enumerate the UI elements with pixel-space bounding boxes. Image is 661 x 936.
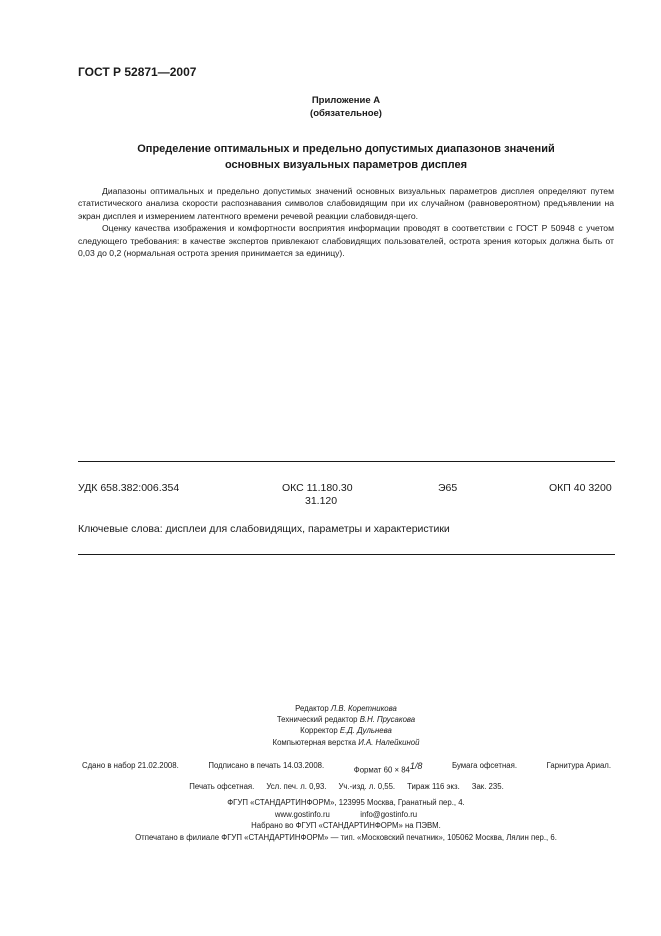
publishing-info	[82, 758, 611, 795]
printed-note: Отпечатано в филиале ФГУП «СТАНДАРТИНФОРМ» — тип. «Московский печатник», 105062 Москва, Лялин пер., 6.	[135, 832, 557, 842]
publisher-website: www.gostinfo.ru	[274, 809, 330, 819]
editor-name: Л.В. Коретникова	[330, 704, 397, 713]
section-title-line2: основных визуальных параметров дисплея	[224, 158, 468, 171]
document-number: ГОСТ Р 52871—2007	[78, 65, 197, 79]
publishing-row-2	[82, 779, 611, 795]
publisher-email: info@gostinfo.ru	[360, 809, 418, 819]
credit-editor	[0, 703, 661, 714]
keywords: Ключевые слова: дисплеи для слабовидящих, параметры и характеристики	[78, 523, 450, 535]
oks-code-1: ОКС 11.180.30	[282, 482, 353, 494]
divider-top	[78, 461, 615, 462]
publisher-sheets: Уч.-изд. л. 0,55.	[338, 781, 396, 791]
oks-code-2: 31.120	[305, 495, 338, 507]
corrector-name: Е.Д. Дульнева	[339, 726, 392, 736]
paragraph-2: Оценку качества изображения и комфортности восприятия информации проводят в соответствии с ГОСТ Р 50948 с учетом следующего требования: в качестве экспертов привлекают слабовидящих пользователей, острота зрения которых должна быть от 0,03 до 0,2 (нормальная острота зрения принимается за единицу).	[78, 223, 614, 259]
publisher-address: ФГУП «СТАНДАРТИНФОРМ», 123995 Москва, Гранатный пер., 4.	[227, 798, 465, 807]
credit-corrector	[0, 725, 661, 736]
tech-editor-label: Технический редактор	[276, 715, 358, 725]
okp-code: ОКП 40 3200	[549, 482, 612, 494]
submitted-date: Сдано в набор 21.02.2008.	[82, 761, 179, 770]
print-sheets: Усл. печ. л. 0,93.	[266, 781, 327, 791]
credit-layout	[0, 737, 661, 748]
order-number: Зак. 235.	[471, 781, 504, 791]
layout-name: И.А. Налейкиной	[358, 737, 420, 747]
body-text	[78, 185, 614, 259]
publisher-contacts	[0, 809, 661, 821]
credit-tech-editor	[0, 714, 661, 725]
credits	[0, 703, 661, 748]
udk-code: УДК 658.382:006.354	[78, 482, 180, 494]
section-title-line1: Определение оптимальных и предельно допустимых диапазонов значений	[137, 143, 555, 155]
font-type: Гарнитура Ариал.	[546, 761, 611, 770]
appendix-label: Приложение А	[311, 95, 381, 106]
layout-label: Компьютерная верстка	[272, 737, 357, 747]
publishing-row-1	[82, 758, 611, 779]
typeset-note: Набрано во ФГУП «СТАНДАРТИНФОРМ» на ПЭВМ.	[251, 821, 441, 830]
group-code: Э65	[438, 482, 458, 494]
format-fraction: 1/8	[409, 761, 423, 771]
print-type: Печать офсетная.	[189, 781, 255, 791]
editor-label: Редактор	[295, 704, 329, 713]
divider-bottom	[78, 554, 615, 555]
signed-date: Подписано в печать 14.03.2008.	[208, 761, 325, 770]
format	[354, 758, 423, 779]
section-title	[0, 142, 661, 173]
publisher-footer	[0, 797, 661, 843]
paragraph-1: Диапазоны оптимальных и предельно допустимых значений основных визуальных параметров дисплея определяют путем статистического анализа скорости распознавания символов слабовидящим при их случайном (равновероятном) предъявлении на экран дисплея и измерением латентного времени речевой реакции слабовидя-щего.	[78, 186, 614, 221]
tech-editor-name: В.Н. Прусакова	[359, 715, 416, 725]
print-run: Тираж 116 экз.	[407, 781, 460, 791]
format-label: Формат 60 × 84	[353, 765, 410, 775]
appendix-type: (обязательное)	[310, 108, 382, 119]
corrector-label: Корректор	[300, 726, 338, 736]
paper-type: Бумага офсетная.	[452, 761, 517, 770]
